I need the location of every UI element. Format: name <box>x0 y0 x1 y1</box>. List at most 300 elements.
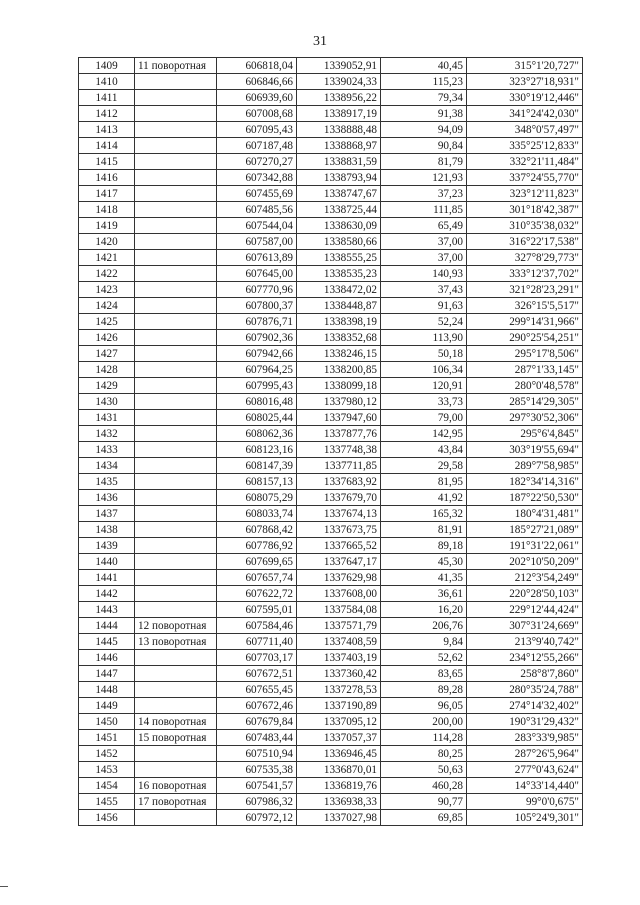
point-number-cell: 1414 <box>79 138 135 154</box>
table-row <box>79 234 583 250</box>
table-row <box>79 250 583 266</box>
segment-length-cell: 121,93 <box>381 170 467 186</box>
segment-length-cell: 52,62 <box>381 650 467 666</box>
x-coordinate-cell: 607711,40 <box>217 634 297 650</box>
table-row <box>79 410 583 426</box>
direction-angle-cell: 191°31'22,061" <box>467 538 583 554</box>
point-type-cell <box>135 314 217 330</box>
direction-angle-cell: 295°6'4,845" <box>467 426 583 442</box>
y-coordinate-cell: 1337571,79 <box>297 618 381 634</box>
y-coordinate-cell: 1337679,70 <box>297 490 381 506</box>
direction-angle-cell: 283°33'9,985" <box>467 730 583 746</box>
direction-angle-cell: 180°4'31,481" <box>467 506 583 522</box>
point-number-cell: 1429 <box>79 378 135 394</box>
point-number-cell: 1436 <box>79 490 135 506</box>
segment-length-cell: 81,91 <box>381 522 467 538</box>
direction-angle-cell: 315°1'20,727" <box>467 58 583 74</box>
point-type-cell <box>135 394 217 410</box>
table-row <box>79 202 583 218</box>
point-type-cell <box>135 410 217 426</box>
point-number-cell: 1419 <box>79 218 135 234</box>
table-row <box>79 634 583 650</box>
segment-length-cell: 90,84 <box>381 138 467 154</box>
x-coordinate-cell: 607455,69 <box>217 186 297 202</box>
y-coordinate-cell: 1337647,17 <box>297 554 381 570</box>
segment-length-cell: 142,95 <box>381 426 467 442</box>
point-number-cell: 1431 <box>79 410 135 426</box>
x-coordinate-cell: 608062,36 <box>217 426 297 442</box>
direction-angle-cell: 327°8'29,773" <box>467 250 583 266</box>
point-number-cell: 1416 <box>79 170 135 186</box>
y-coordinate-cell: 1338535,23 <box>297 266 381 282</box>
point-type-cell <box>135 506 217 522</box>
table-row <box>79 474 583 490</box>
y-coordinate-cell: 1337673,75 <box>297 522 381 538</box>
x-coordinate-cell: 607672,46 <box>217 698 297 714</box>
point-number-cell: 1424 <box>79 298 135 314</box>
segment-length-cell: 79,34 <box>381 90 467 106</box>
segment-length-cell: 89,28 <box>381 682 467 698</box>
x-coordinate-cell: 607679,84 <box>217 714 297 730</box>
direction-angle-cell: 295°17'8,506" <box>467 346 583 362</box>
direction-angle-cell: 337°24'55,770" <box>467 170 583 186</box>
point-type-cell: 14 поворотная <box>135 714 217 730</box>
point-type-cell <box>135 810 217 826</box>
table-row <box>79 730 583 746</box>
point-type-cell <box>135 698 217 714</box>
y-coordinate-cell: 1337748,38 <box>297 442 381 458</box>
x-coordinate-cell: 607986,32 <box>217 794 297 810</box>
point-number-cell: 1418 <box>79 202 135 218</box>
point-type-cell <box>135 330 217 346</box>
x-coordinate-cell: 607483,44 <box>217 730 297 746</box>
table-row <box>79 554 583 570</box>
direction-angle-cell: 341°24'42,030" <box>467 106 583 122</box>
y-coordinate-cell: 1337278,53 <box>297 682 381 698</box>
segment-length-cell: 165,32 <box>381 506 467 522</box>
y-coordinate-cell: 1338200,85 <box>297 362 381 378</box>
direction-angle-cell: 321°28'23,291" <box>467 282 583 298</box>
direction-angle-cell: 285°14'29,305" <box>467 394 583 410</box>
table-row <box>79 426 583 442</box>
coordinates-table <box>78 57 583 826</box>
x-coordinate-cell: 607770,96 <box>217 282 297 298</box>
x-coordinate-cell: 607622,72 <box>217 586 297 602</box>
table-row <box>79 138 583 154</box>
y-coordinate-cell: 1336946,45 <box>297 746 381 762</box>
point-type-cell <box>135 554 217 570</box>
point-type-cell <box>135 538 217 554</box>
x-coordinate-cell: 607510,94 <box>217 746 297 762</box>
point-type-cell <box>135 106 217 122</box>
table-row <box>79 602 583 618</box>
table-row <box>79 490 583 506</box>
x-coordinate-cell: 607995,43 <box>217 378 297 394</box>
direction-angle-cell: 220°28'50,103" <box>467 586 583 602</box>
segment-length-cell: 50,18 <box>381 346 467 362</box>
x-coordinate-cell: 607544,04 <box>217 218 297 234</box>
x-coordinate-cell: 608075,29 <box>217 490 297 506</box>
direction-angle-cell: 287°26'5,964" <box>467 746 583 762</box>
x-coordinate-cell: 608157,13 <box>217 474 297 490</box>
x-coordinate-cell: 606818,04 <box>217 58 297 74</box>
table-row <box>79 122 583 138</box>
x-coordinate-cell: 607699,65 <box>217 554 297 570</box>
x-coordinate-cell: 607613,89 <box>217 250 297 266</box>
segment-length-cell: 36,61 <box>381 586 467 602</box>
y-coordinate-cell: 1339052,91 <box>297 58 381 74</box>
segment-length-cell: 83,65 <box>381 666 467 682</box>
x-coordinate-cell: 607584,46 <box>217 618 297 634</box>
segment-length-cell: 33,73 <box>381 394 467 410</box>
direction-angle-cell: 280°35'24,788" <box>467 682 583 698</box>
point-number-cell: 1426 <box>79 330 135 346</box>
point-number-cell: 1430 <box>79 394 135 410</box>
table-row <box>79 90 583 106</box>
table-row <box>79 746 583 762</box>
segment-length-cell: 37,43 <box>381 282 467 298</box>
direction-angle-cell: 182°34'14,316" <box>467 474 583 490</box>
direction-angle-cell: 310°35'38,032" <box>467 218 583 234</box>
direction-angle-cell: 185°27'21,089" <box>467 522 583 538</box>
y-coordinate-cell: 1338888,48 <box>297 122 381 138</box>
table-row <box>79 618 583 634</box>
y-coordinate-cell: 1337095,12 <box>297 714 381 730</box>
y-coordinate-cell: 1337877,76 <box>297 426 381 442</box>
direction-angle-cell: 234°12'55,266" <box>467 650 583 666</box>
point-type-cell: 15 поворотная <box>135 730 217 746</box>
point-number-cell: 1446 <box>79 650 135 666</box>
point-number-cell: 1445 <box>79 634 135 650</box>
table-row <box>79 170 583 186</box>
segment-length-cell: 9,84 <box>381 634 467 650</box>
point-number-cell: 1437 <box>79 506 135 522</box>
segment-length-cell: 16,20 <box>381 602 467 618</box>
segment-length-cell: 81,95 <box>381 474 467 490</box>
x-coordinate-cell: 607964,25 <box>217 362 297 378</box>
x-coordinate-cell: 608147,39 <box>217 458 297 474</box>
point-type-cell <box>135 602 217 618</box>
table-row <box>79 794 583 810</box>
y-coordinate-cell: 1338555,25 <box>297 250 381 266</box>
table-row <box>79 394 583 410</box>
x-coordinate-cell: 607876,71 <box>217 314 297 330</box>
x-coordinate-cell: 607645,00 <box>217 266 297 282</box>
direction-angle-cell: 14°33'14,440" <box>467 778 583 794</box>
table-row <box>79 570 583 586</box>
segment-length-cell: 111,85 <box>381 202 467 218</box>
point-number-cell: 1435 <box>79 474 135 490</box>
segment-length-cell: 29,58 <box>381 458 467 474</box>
segment-length-cell: 140,93 <box>381 266 467 282</box>
point-number-cell: 1441 <box>79 570 135 586</box>
segment-length-cell: 115,23 <box>381 74 467 90</box>
point-type-cell <box>135 346 217 362</box>
x-coordinate-cell: 607902,36 <box>217 330 297 346</box>
table-row <box>79 682 583 698</box>
point-type-cell <box>135 250 217 266</box>
point-number-cell: 1453 <box>79 762 135 778</box>
table-row <box>79 586 583 602</box>
direction-angle-cell: 277°0'43,624" <box>467 762 583 778</box>
point-number-cell: 1438 <box>79 522 135 538</box>
point-type-cell <box>135 426 217 442</box>
point-number-cell: 1450 <box>79 714 135 730</box>
segment-length-cell: 460,28 <box>381 778 467 794</box>
y-coordinate-cell: 1337665,52 <box>297 538 381 554</box>
table-row <box>79 186 583 202</box>
x-coordinate-cell: 607942,66 <box>217 346 297 362</box>
table-row <box>79 362 583 378</box>
segment-length-cell: 113,90 <box>381 330 467 346</box>
direction-angle-cell: 202°10'50,209" <box>467 554 583 570</box>
page-number: 31 <box>313 34 327 49</box>
x-coordinate-cell: 608016,48 <box>217 394 297 410</box>
y-coordinate-cell: 1337190,89 <box>297 698 381 714</box>
direction-angle-cell: 287°1'33,145" <box>467 362 583 378</box>
y-coordinate-cell: 1336938,33 <box>297 794 381 810</box>
table-row <box>79 346 583 362</box>
table-row <box>79 778 583 794</box>
y-coordinate-cell: 1337947,60 <box>297 410 381 426</box>
direction-angle-cell: 323°27'18,931" <box>467 74 583 90</box>
segment-length-cell: 80,25 <box>381 746 467 762</box>
point-type-cell: 12 поворотная <box>135 618 217 634</box>
point-number-cell: 1449 <box>79 698 135 714</box>
x-coordinate-cell: 607868,42 <box>217 522 297 538</box>
direction-angle-cell: 335°25'12,833" <box>467 138 583 154</box>
segment-length-cell: 45,30 <box>381 554 467 570</box>
point-number-cell: 1427 <box>79 346 135 362</box>
segment-length-cell: 94,09 <box>381 122 467 138</box>
y-coordinate-cell: 1339024,33 <box>297 74 381 90</box>
y-coordinate-cell: 1338747,67 <box>297 186 381 202</box>
point-type-cell <box>135 522 217 538</box>
point-number-cell: 1432 <box>79 426 135 442</box>
point-number-cell: 1421 <box>79 250 135 266</box>
y-coordinate-cell: 1338831,59 <box>297 154 381 170</box>
point-type-cell <box>135 666 217 682</box>
table-row <box>79 458 583 474</box>
table-row <box>79 266 583 282</box>
point-type-cell <box>135 90 217 106</box>
y-coordinate-cell: 1337057,37 <box>297 730 381 746</box>
segment-length-cell: 65,49 <box>381 218 467 234</box>
point-number-cell: 1425 <box>79 314 135 330</box>
table-row <box>79 378 583 394</box>
segment-length-cell: 81,79 <box>381 154 467 170</box>
segment-length-cell: 50,63 <box>381 762 467 778</box>
segment-length-cell: 106,34 <box>381 362 467 378</box>
direction-angle-cell: 348°0'57,497" <box>467 122 583 138</box>
x-coordinate-cell: 607703,17 <box>217 650 297 666</box>
segment-length-cell: 37,00 <box>381 250 467 266</box>
point-number-cell: 1444 <box>79 618 135 634</box>
point-number-cell: 1412 <box>79 106 135 122</box>
segment-length-cell: 114,28 <box>381 730 467 746</box>
point-type-cell <box>135 202 217 218</box>
table-row <box>79 218 583 234</box>
segment-length-cell: 200,00 <box>381 714 467 730</box>
point-type-cell <box>135 234 217 250</box>
point-type-cell <box>135 186 217 202</box>
point-type-cell <box>135 442 217 458</box>
x-coordinate-cell: 608025,44 <box>217 410 297 426</box>
direction-angle-cell: 229°12'44,424" <box>467 602 583 618</box>
y-coordinate-cell: 1337683,92 <box>297 474 381 490</box>
table-row <box>79 666 583 682</box>
table-row <box>79 106 583 122</box>
y-coordinate-cell: 1338580,66 <box>297 234 381 250</box>
point-type-cell <box>135 218 217 234</box>
table-row <box>79 522 583 538</box>
point-number-cell: 1447 <box>79 666 135 682</box>
segment-length-cell: 37,00 <box>381 234 467 250</box>
point-number-cell: 1417 <box>79 186 135 202</box>
x-coordinate-cell: 607187,48 <box>217 138 297 154</box>
x-coordinate-cell: 607485,56 <box>217 202 297 218</box>
y-coordinate-cell: 1337629,98 <box>297 570 381 586</box>
x-coordinate-cell: 607786,92 <box>217 538 297 554</box>
direction-angle-cell: 301°18'42,387" <box>467 202 583 218</box>
y-coordinate-cell: 1338725,44 <box>297 202 381 218</box>
direction-angle-cell: 290°25'54,251" <box>467 330 583 346</box>
segment-length-cell: 96,05 <box>381 698 467 714</box>
segment-length-cell: 91,63 <box>381 298 467 314</box>
point-type-cell <box>135 762 217 778</box>
y-coordinate-cell: 1337584,08 <box>297 602 381 618</box>
point-type-cell <box>135 74 217 90</box>
point-type-cell <box>135 458 217 474</box>
segment-length-cell: 41,92 <box>381 490 467 506</box>
x-coordinate-cell: 607270,27 <box>217 154 297 170</box>
table-row <box>79 282 583 298</box>
direction-angle-cell: 297°30'52,306" <box>467 410 583 426</box>
table-row <box>79 714 583 730</box>
table-row <box>79 698 583 714</box>
point-type-cell: 13 поворотная <box>135 634 217 650</box>
x-coordinate-cell: 607535,38 <box>217 762 297 778</box>
x-coordinate-cell: 608123,16 <box>217 442 297 458</box>
x-coordinate-cell: 608033,74 <box>217 506 297 522</box>
y-coordinate-cell: 1338352,68 <box>297 330 381 346</box>
point-type-cell <box>135 474 217 490</box>
y-coordinate-cell: 1337360,42 <box>297 666 381 682</box>
direction-angle-cell: 330°19'12,446" <box>467 90 583 106</box>
y-coordinate-cell: 1338630,09 <box>297 218 381 234</box>
x-coordinate-cell: 607095,43 <box>217 122 297 138</box>
point-number-cell: 1456 <box>79 810 135 826</box>
point-type-cell <box>135 378 217 394</box>
direction-angle-cell: 303°19'55,694" <box>467 442 583 458</box>
table-row <box>79 298 583 314</box>
point-type-cell <box>135 298 217 314</box>
segment-length-cell: 37,23 <box>381 186 467 202</box>
x-coordinate-cell: 607655,45 <box>217 682 297 698</box>
point-number-cell: 1443 <box>79 602 135 618</box>
direction-angle-cell: 213°9'40,742" <box>467 634 583 650</box>
y-coordinate-cell: 1337608,00 <box>297 586 381 602</box>
x-coordinate-cell: 607972,12 <box>217 810 297 826</box>
direction-angle-cell: 258°8'7,860" <box>467 666 583 682</box>
direction-angle-cell: 212°3'54,249" <box>467 570 583 586</box>
point-type-cell <box>135 282 217 298</box>
point-number-cell: 1454 <box>79 778 135 794</box>
x-coordinate-cell: 607587,00 <box>217 234 297 250</box>
table-row <box>79 58 583 74</box>
y-coordinate-cell: 1338917,19 <box>297 106 381 122</box>
direction-angle-cell: 99°0'0,675" <box>467 794 583 810</box>
table-row <box>79 810 583 826</box>
point-number-cell: 1428 <box>79 362 135 378</box>
point-number-cell: 1442 <box>79 586 135 602</box>
direction-angle-cell: 299°14'31,966" <box>467 314 583 330</box>
margin-mark <box>0 886 8 887</box>
y-coordinate-cell: 1337674,13 <box>297 506 381 522</box>
point-number-cell: 1455 <box>79 794 135 810</box>
segment-length-cell: 41,35 <box>381 570 467 586</box>
point-type-cell <box>135 586 217 602</box>
segment-length-cell: 89,18 <box>381 538 467 554</box>
x-coordinate-cell: 607800,37 <box>217 298 297 314</box>
y-coordinate-cell: 1338246,15 <box>297 346 381 362</box>
segment-length-cell: 90,77 <box>381 794 467 810</box>
point-type-cell <box>135 570 217 586</box>
table-row <box>79 314 583 330</box>
x-coordinate-cell: 607595,01 <box>217 602 297 618</box>
direction-angle-cell: 326°15'5,517" <box>467 298 583 314</box>
point-number-cell: 1423 <box>79 282 135 298</box>
y-coordinate-cell: 1337980,12 <box>297 394 381 410</box>
x-coordinate-cell: 607342,88 <box>217 170 297 186</box>
point-number-cell: 1434 <box>79 458 135 474</box>
x-coordinate-cell: 607541,57 <box>217 778 297 794</box>
y-coordinate-cell: 1338956,22 <box>297 90 381 106</box>
y-coordinate-cell: 1338472,02 <box>297 282 381 298</box>
y-coordinate-cell: 1336870,01 <box>297 762 381 778</box>
table-body <box>79 58 583 826</box>
segment-length-cell: 43,84 <box>381 442 467 458</box>
y-coordinate-cell: 1338099,18 <box>297 378 381 394</box>
point-number-cell: 1415 <box>79 154 135 170</box>
point-type-cell <box>135 122 217 138</box>
y-coordinate-cell: 1338398,19 <box>297 314 381 330</box>
segment-length-cell: 40,45 <box>381 58 467 74</box>
point-type-cell <box>135 746 217 762</box>
point-number-cell: 1452 <box>79 746 135 762</box>
table-row <box>79 74 583 90</box>
table-row <box>79 442 583 458</box>
segment-length-cell: 91,38 <box>381 106 467 122</box>
direction-angle-cell: 274°14'32,402" <box>467 698 583 714</box>
direction-angle-cell: 316°22'17,538" <box>467 234 583 250</box>
direction-angle-cell: 307°31'24,669" <box>467 618 583 634</box>
table-row <box>79 506 583 522</box>
point-type-cell <box>135 266 217 282</box>
point-type-cell: 11 поворотная <box>135 58 217 74</box>
y-coordinate-cell: 1337027,98 <box>297 810 381 826</box>
direction-angle-cell: 333°12'37,702" <box>467 266 583 282</box>
point-type-cell <box>135 682 217 698</box>
table-row <box>79 538 583 554</box>
point-number-cell: 1410 <box>79 74 135 90</box>
point-type-cell <box>135 170 217 186</box>
y-coordinate-cell: 1338793,94 <box>297 170 381 186</box>
y-coordinate-cell: 1337403,19 <box>297 650 381 666</box>
direction-angle-cell: 289°7'58,985" <box>467 458 583 474</box>
point-number-cell: 1439 <box>79 538 135 554</box>
x-coordinate-cell: 607008,68 <box>217 106 297 122</box>
